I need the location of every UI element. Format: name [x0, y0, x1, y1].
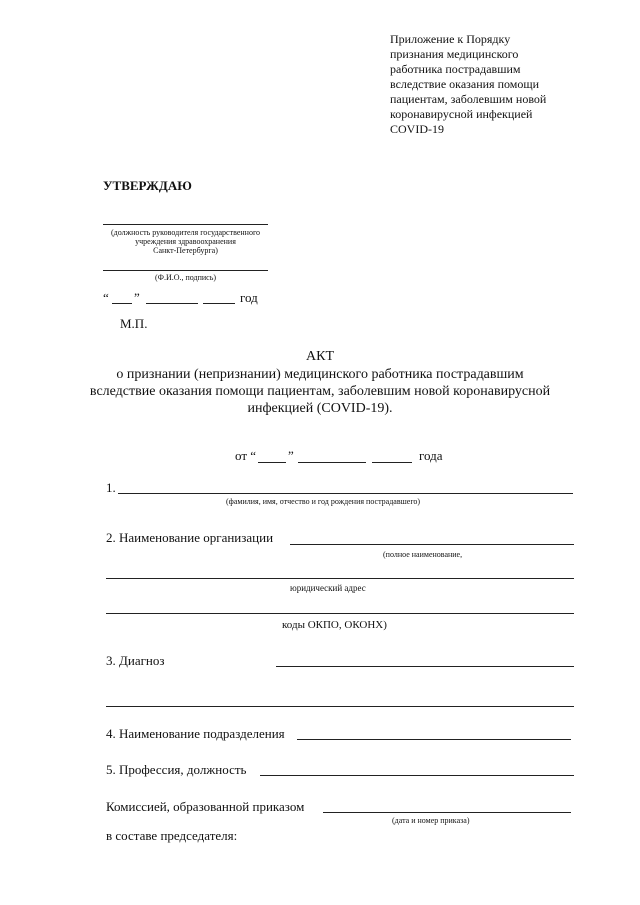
appendix-line: признания медицинского — [390, 47, 519, 61]
act-subtitle-line: инфекцией (COVID-19). — [247, 401, 393, 416]
position-signature-line — [103, 224, 268, 225]
appendix-note — [390, 32, 590, 137]
approve-year-line — [203, 303, 235, 304]
approve-month-line — [146, 303, 198, 304]
field-4-label: 4. Наименование подразделения — [106, 726, 285, 741]
field-3-label: 3. Диагноз — [106, 653, 165, 668]
act-subtitle-line: вследствие оказания помощи пациентам, заболевшим новой коронавирусной — [89, 384, 551, 399]
approve-date-close-quote: ” — [134, 290, 140, 305]
field-3-line-2[interactable] — [106, 706, 574, 707]
act-month-line — [298, 462, 366, 463]
field-2-label: 2. Наименование организации — [106, 530, 274, 545]
name-signature-line — [103, 270, 268, 271]
commission-label: Комиссией, образованной приказом — [106, 799, 305, 814]
act-day-line — [258, 462, 286, 463]
field-1-line[interactable] — [118, 493, 573, 494]
act-date-from: от “ — [235, 448, 257, 463]
field-2-address-caption: юридический адрес — [290, 583, 366, 593]
appendix-line: вследствие оказания помощи — [390, 77, 540, 91]
field-2-line[interactable] — [290, 544, 574, 545]
field-3-line[interactable] — [276, 666, 574, 667]
act-title: АКТ — [306, 349, 334, 364]
appendix-line: COVID-19 — [390, 122, 444, 136]
act-year-label: года — [419, 448, 443, 463]
seal-label: М.П. — [120, 316, 148, 331]
approve-day-line — [112, 303, 132, 304]
field-5-line[interactable] — [260, 775, 574, 776]
commission-caption: (дата и номер приказа) — [392, 816, 470, 825]
field-2-codes-caption: коды ОКПО, ОКОНХ) — [282, 619, 387, 631]
approve-heading: УТВЕРЖДАЮ — [103, 178, 192, 193]
approve-year-label: год — [240, 290, 258, 305]
appendix-line: Приложение к Порядку — [390, 32, 511, 46]
act-date-close-quote: ” — [288, 448, 294, 463]
field-5-label: 5. Профессия, должность — [106, 762, 247, 777]
act-subtitle-line: о признании (непризнании) медицинского работника пострадавшим — [116, 367, 524, 382]
commission-line[interactable] — [323, 812, 571, 813]
position-caption — [103, 228, 268, 255]
field-1-number: 1. — [106, 480, 116, 495]
position-caption-line: Санкт-Петербурга) — [153, 246, 218, 255]
field-2-address-line[interactable] — [106, 578, 574, 579]
field-2-codes-line[interactable] — [106, 613, 574, 614]
approve-date-open-quote: “ — [103, 290, 109, 305]
appendix-line: пациентам, заболевшим новой — [390, 92, 547, 106]
appendix-line: коронавирусной инфекцией — [390, 107, 533, 121]
field-4-line[interactable] — [297, 739, 571, 740]
act-year-line — [372, 462, 412, 463]
field-2-caption: (полное наименование, — [383, 550, 463, 559]
field-1-caption: (фамилия, имя, отчество и год рождения пострадавшего) — [226, 497, 421, 506]
position-caption-line: учреждения здравоохранения — [135, 237, 236, 246]
position-caption-line: (должность руководителя государственного — [110, 228, 261, 237]
composition-label: в составе председателя: — [106, 828, 238, 843]
name-caption: (Ф.И.О., подпись) — [154, 273, 217, 282]
appendix-line: работника пострадавшим — [390, 62, 521, 76]
